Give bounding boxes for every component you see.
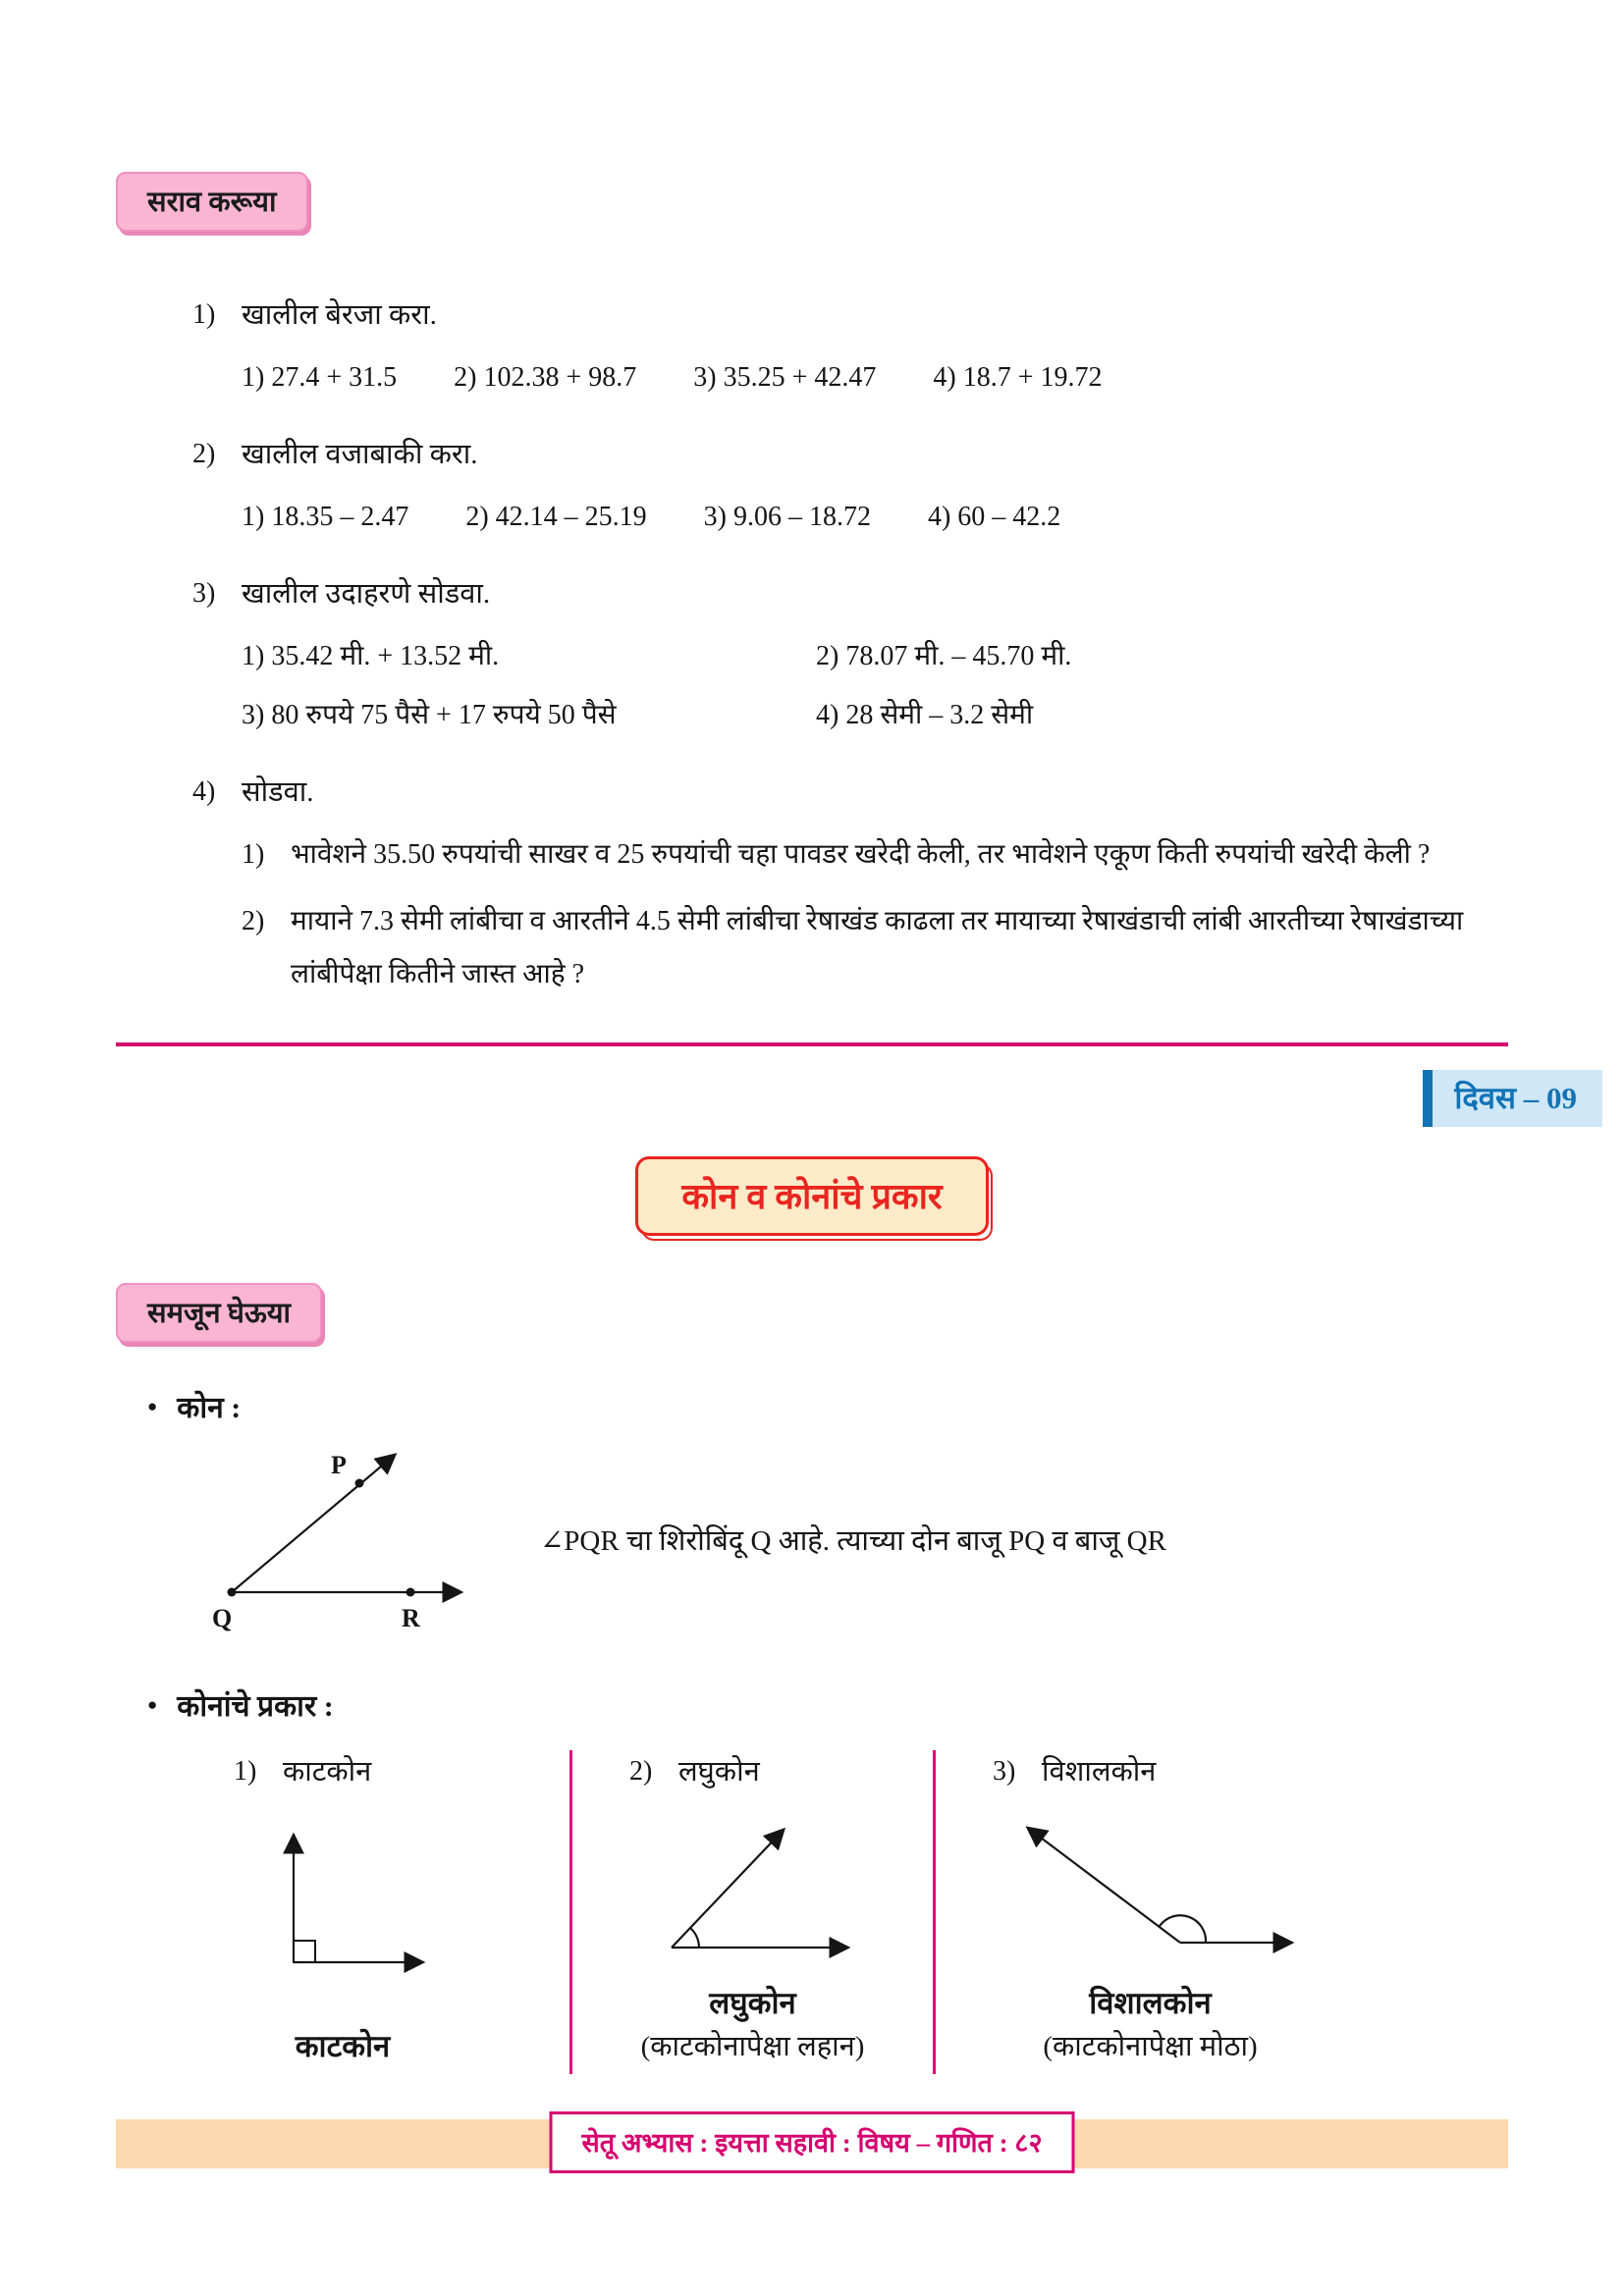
exercise-3-title-row — [192, 571, 1508, 616]
angle-type-acute-caption-block — [641, 1982, 865, 2068]
exercise-4-number: 4) — [192, 776, 216, 807]
exercise-1-title-row — [192, 293, 1508, 338]
exercise-1 — [192, 293, 1508, 400]
bullet-icon: ● — [147, 1694, 158, 1714]
angle-type-right-heading — [116, 1750, 569, 1793]
angle-type-acute-name: लघुकोन — [678, 1756, 760, 1788]
word-problem-2-number: 2) — [242, 906, 265, 936]
section-title-row — [116, 1156, 1508, 1236]
obtuse-angle-diagram — [994, 1815, 1308, 1962]
word-problem-2 — [242, 895, 1508, 1001]
exercise-2-part-4: 4) 60 – 42.2 — [927, 502, 1061, 532]
practice-label: सराव करूया — [116, 172, 308, 232]
angle-intro — [116, 1440, 1508, 1641]
angle-type-right-caption-block — [296, 2025, 391, 2068]
exercise-3-part-1: 1) 35.42 मी. + 13.52 मी. — [242, 641, 500, 671]
exercise-2-part-3: 3) 9.06 – 18.72 — [703, 502, 871, 532]
angle-types-grid — [116, 1750, 1508, 2074]
section-divider — [116, 1042, 1508, 1046]
exercise-2-title-row — [192, 432, 1508, 477]
day-badge-row — [116, 1070, 1602, 1127]
angle-type-right-number: 1) — [234, 1756, 257, 1787]
exercise-4 — [192, 770, 1508, 1001]
angle-types-heading — [147, 1684, 1508, 1725]
word-problem-1 — [242, 828, 1508, 881]
word-problem-1-text: भावेशने 35.50 रुपयांची साखर व 25 रुपयांची चहा पावडर खरेदी केली, तर भावेशने एकूण किती रुपयांची खरेदी केली ? — [291, 839, 1431, 870]
angle-type-obtuse — [933, 1750, 1365, 2074]
footer-bar — [116, 2119, 1508, 2168]
exercise-1-part-4: 4) 18.7 + 19.72 — [933, 362, 1103, 393]
angle-heading — [147, 1386, 1508, 1426]
exercise-3 — [192, 571, 1508, 738]
exercise-1-part-2: 2) 102.38 + 98.7 — [454, 362, 637, 393]
day-badge: दिवस – 09 — [1423, 1070, 1602, 1127]
angle-pqr-diagram — [194, 1440, 499, 1641]
angle-type-right-caption: काटकोन — [295, 2029, 391, 2063]
angle-description: ∠PQR चा शिरोबिंदू Q आहे. त्याच्या दोन बाजू PQ व बाजू QR — [540, 1524, 1166, 1557]
exercise-1-parts — [242, 355, 1508, 400]
exercise-2-number: 2) — [192, 439, 216, 469]
angle-type-acute-caption: लघुकोन — [709, 1986, 796, 2020]
understand-label: समजून घेऊया — [116, 1283, 322, 1343]
acute-angle-diagram — [630, 1815, 876, 1967]
section-title: कोन व कोनांचे प्रकार — [635, 1156, 988, 1236]
exercise-3-part-4: 4) 28 सेमी – 3.2 सेमी — [816, 700, 1034, 730]
angle-type-obtuse-number: 3) — [993, 1756, 1016, 1787]
angle-type-acute-number: 2) — [629, 1756, 653, 1787]
vertex-label-r: R — [402, 1604, 420, 1632]
vertex-label-q: Q — [212, 1604, 233, 1632]
angle-type-obtuse-heading — [936, 1750, 1365, 1793]
angle-type-obtuse-subcaption: (काटकोनापेक्षा मोठा) — [1043, 2031, 1258, 2062]
angle-type-right-name: काटकोन — [283, 1756, 372, 1788]
exercise-2-parts — [242, 495, 1508, 540]
exercise-3-parts — [242, 634, 1508, 738]
vertex-label-p: P — [331, 1451, 347, 1479]
exercise-2-part-1: 1) 18.35 – 2.47 — [242, 502, 409, 532]
exercise-2-title: खालील वजाबाकी करा. — [242, 439, 478, 470]
exercise-2 — [192, 432, 1508, 540]
angle-types-heading-label: कोनांचे प्रकार : — [177, 1690, 334, 1723]
exercise-1-number: 1) — [192, 299, 216, 330]
exercise-4-parts — [242, 828, 1508, 1001]
exercise-3-title: खालील उदाहरणे सोडवा. — [242, 578, 491, 610]
angle-type-obtuse-caption-block — [1043, 1982, 1257, 2068]
word-problem-2-text: मायाने 7.3 सेमी लांबीचा व आरतीने 4.5 सेमी लांबीचा रेषाखंड काढला तर मायाच्या रेषाखंडाची लांबी आरतीच्या रेषाखंडाच्या लांबीपेक्षा कितीने जास्त आहे ? — [291, 906, 1464, 989]
exercise-4-title: सोडवा. — [242, 776, 314, 808]
angle-type-acute-heading — [572, 1750, 933, 1793]
exercise-3-number: 3) — [192, 578, 216, 609]
angle-type-obtuse-caption: विशालकोन — [1089, 1986, 1212, 2020]
bullet-icon: ● — [147, 1396, 158, 1415]
exercise-3-part-3: 3) 80 रुपये 75 पैसे + 17 रुपये 50 पैसे — [242, 700, 617, 730]
exercise-1-part-1: 1) 27.4 + 31.5 — [242, 362, 398, 393]
angle-heading-label: कोन : — [177, 1392, 242, 1424]
exercise-2-part-2: 2) 42.14 – 25.19 — [465, 502, 647, 532]
exercise-1-part-3: 3) 35.25 + 42.47 — [693, 362, 877, 393]
angle-type-acute — [569, 1750, 933, 2074]
angle-type-obtuse-name: विशालकोन — [1042, 1756, 1157, 1788]
footer-text: सेतू अभ्यास : इयत्ता सहावी : विषय – गणित : ८२ — [550, 2111, 1075, 2173]
understand-label-row — [116, 1283, 1508, 1343]
angle-type-right — [116, 1750, 569, 2074]
right-angle-diagram — [244, 1815, 441, 1997]
exercise-1-title: खालील बेरजा करा. — [242, 299, 437, 331]
word-problem-1-number: 1) — [242, 839, 265, 870]
angle-type-acute-subcaption: (काटकोनापेक्षा लहान) — [640, 2031, 865, 2062]
exercise-3-part-2: 2) 78.07 मी. – 45.70 मी. — [816, 641, 1072, 671]
exercise-4-title-row — [192, 770, 1508, 815]
